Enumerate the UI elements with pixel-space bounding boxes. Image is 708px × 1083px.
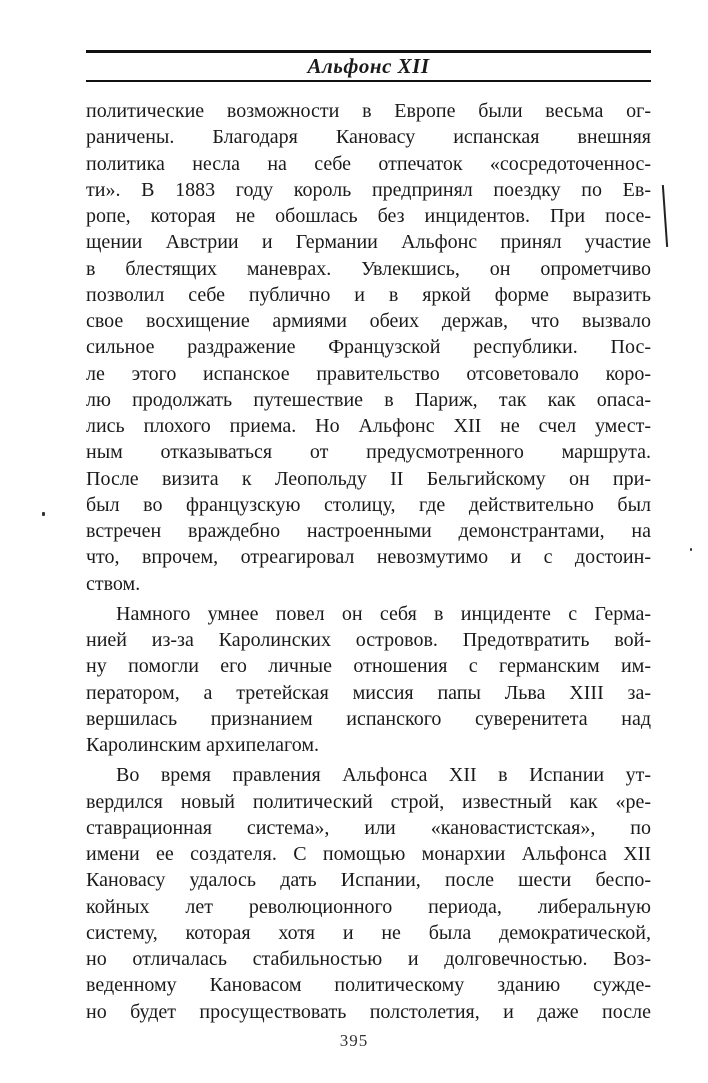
margin-pencil-mark — [662, 185, 668, 247]
paragraph — [86, 601, 651, 759]
page-number: 395 — [339, 1031, 369, 1050]
text-line: что, впрочем, отреагировал невозмутимо и с достоин- — [86, 546, 651, 569]
text-line: ти». В 1883 году король предпринял поездку по Ев- — [86, 178, 651, 201]
text-line: Намного умнее повел он себя в инциденте с Герма- — [116, 602, 651, 625]
text-line: Во время правления Альфонса XII в Испании ут- — [116, 764, 651, 787]
running-header: Альфонс XII — [307, 54, 430, 78]
text-line: но будет просуществовать полстолетия, и даже после — [86, 1000, 651, 1023]
text-line: Кановасу удалось дать Испании, после шести беспо- — [86, 869, 651, 892]
text-line: щении Австрии и Германии Альфонс принял участие — [86, 231, 651, 254]
margin-speck — [690, 548, 692, 551]
margin-speck — [42, 512, 45, 516]
text-line: веденному Кановасом политическому зданию сужде- — [86, 974, 651, 997]
text-line: политические возможности в Европе были весьма ог- — [86, 100, 651, 122]
text-line: ну помогли его личные отношения с германским им- — [86, 655, 651, 678]
header-rule-bottom — [86, 80, 651, 82]
text-line: лю продолжать путешествие в Париж, так как опаса- — [86, 388, 651, 411]
text-line: койных лет революционного периода, либеральную — [86, 895, 651, 918]
text-line: ле этого испанское правительство отсоветовало коро- — [86, 362, 651, 385]
text-line: встречен враждебно настроенными демонстрантами, на — [86, 520, 651, 542]
body-text — [86, 98, 651, 1025]
text-line: политика несла на себе отпечаток «сосредоточеннос- — [86, 152, 651, 175]
text-line: ством. — [86, 572, 141, 595]
text-line: ропе, которая не обошлась без инцидентов. При посе- — [86, 205, 651, 227]
text-line: сильное раздражение Французской республики. Пос- — [86, 336, 651, 359]
text-line: вердился новый политический строй, известный как «ре- — [86, 790, 651, 813]
text-line: вершилась признанием испанского суверенитета над — [86, 707, 651, 730]
text-line: ставрационная система», или «кановастистская», по — [86, 816, 651, 839]
paragraph — [86, 98, 651, 597]
text-line: свое восхищение армиями обеих держав, что вызвало — [86, 310, 651, 332]
paragraph — [86, 762, 651, 1025]
text-line: но отличалась стабильностью и долговечностью. Воз- — [86, 948, 651, 970]
text-line: систему, которая хотя и не была демократической, — [86, 921, 651, 944]
text-line: позволил себе публично и в яркой форме выразить — [86, 283, 651, 306]
text-line: Каролинским архипелагом. — [86, 734, 320, 756]
text-line: раничены. Благодаря Кановасу испанская внешняя — [86, 126, 651, 149]
text-line: был во французскую столицу, где действительно был — [86, 493, 651, 516]
text-line: ным отказываться от предусмотренного маршрута. — [86, 441, 651, 464]
text-line: лись плохого приема. Но Альфонс XII не счел умест- — [86, 415, 651, 437]
text-line: ператором, а третейская миссия папы Льва XIII за- — [86, 681, 651, 704]
text-line: нией из-за Каролинских островов. Предотвратить вой- — [86, 629, 651, 651]
text-line: имени ее создателя. С помощью монархии Альфонса XII — [86, 843, 651, 865]
text-line: в блестящих маневрах. Увлекшись, он опрометчиво — [86, 257, 651, 280]
text-line: После визита к Леопольду II Бельгийскому он при- — [86, 467, 651, 490]
